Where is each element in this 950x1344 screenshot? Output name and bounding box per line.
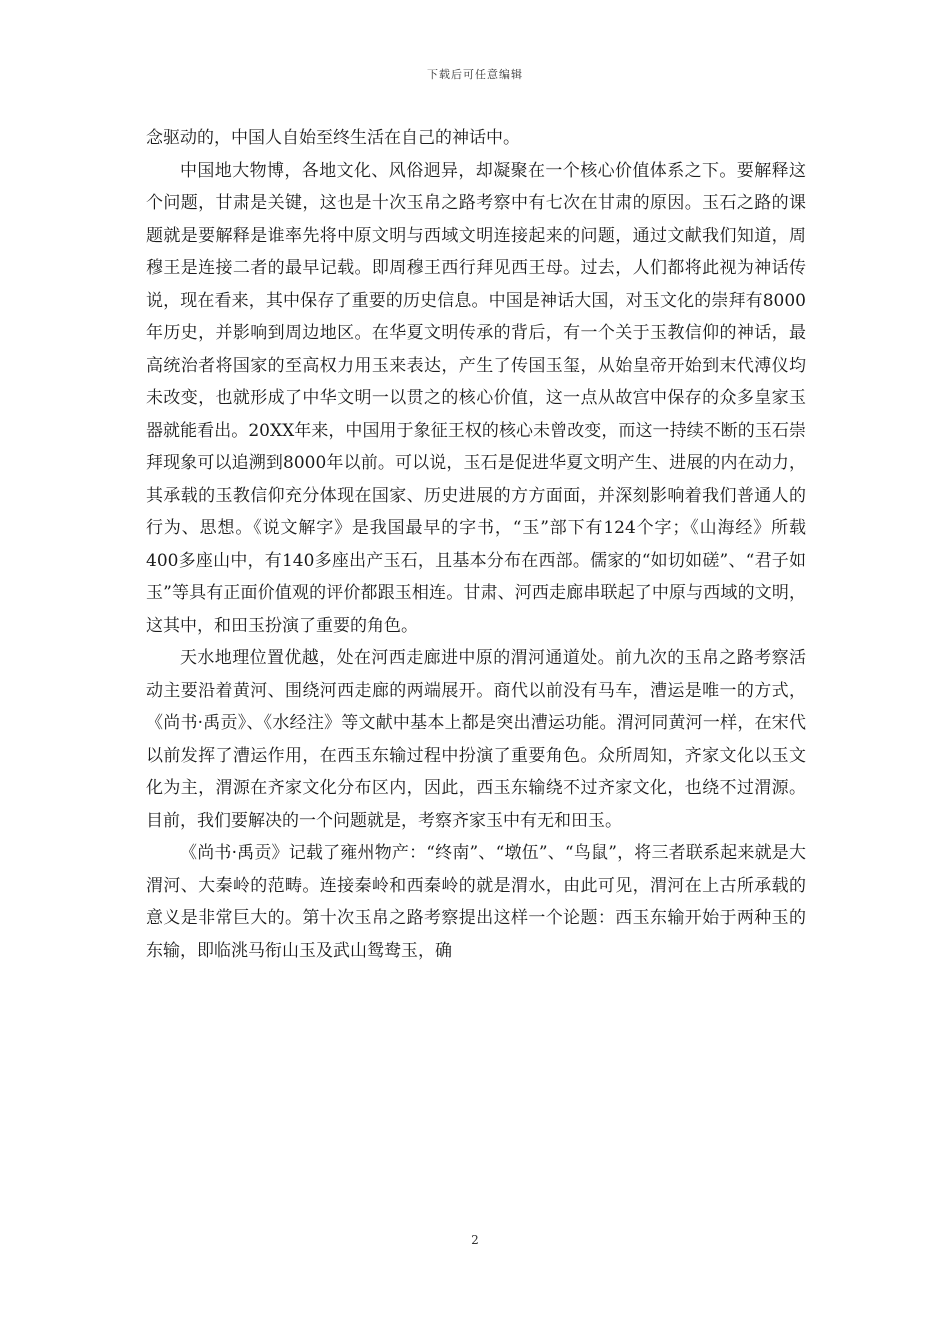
page-number: 2 (471, 1233, 479, 1247)
paragraph: 《尚书·禹贡》记载了雍州物产：“终南”、“墩伍”、“鸟鼠”，将三者联系起来就是大渭河、大秦岭的范畴。连接秦岭和西秦岭的就是渭水，由此可见，渭河在上古所承载的意义是非常巨大的。第十次玉帛之路考察提出这样一个论题：西玉东输开始于两种玉的东输，即临洮马衔山玉及武山鸳鸯玉，确 (146, 843, 806, 961)
paragraph: 天水地理位置优越，处在河西走廊进中原的渭河通道处。前九次的玉帛之路考察活动主要沿着黄河、围绕河西走廊的两端展开。商代以前没有马车，漕运是唯一的方式，《尚书·禹贡》、《水经注》等文献中基本上都是突出漕运功能。渭河同黄河一样，在宋代以前发挥了漕运作用，在西玉东输过程中扮演了重要角色。众所周知，齐家文化以玉文化为主，渭源在齐家文化分布区内，因此，西玉东输绕不过齐家文化，也绕不过渭源。目前，我们要解决的一个问题就是，考察齐家玉中有无和田玉。 (146, 648, 806, 831)
paragraph-continuation: 念驱动的，中国人自始至终生活在自己的神话中。 (146, 128, 520, 148)
body-text (146, 122, 806, 967)
paragraph: 中国地大物博，各地文化、风俗迥异，却凝聚在一个核心价值体系之下。要解释这个问题，甘肃是关键，这也是十次玉帛之路考察中有七次在甘肃的原因。玉石之路的课题就是要解释是谁率先将中原文明与西域文明连接起来的问题，通过文献我们知道，周穆王是连接二者的最早记载。即周穆王西行拜见西王母。过去，人们都将此视为神话传说，现在看来，其中保存了重要的历史信息。中国是神话大国，对玉文化的崇拜有8000年历史，并影响到周边地区。在华夏文明传承的背后，有一个关于玉教信仰的神话，最高统治者将国家的至高权力用玉来表达，产生了传国玉玺，从始皇帝开始到末代溥仪均未改变，也就形成了中华文明一以贯之的核心价值，这一点从故宫中保存的众多皇家玉器就能看出。20XX年来，中国用于象征王权的核心未曾改变，而这一持续不断的玉石崇拜现象可以追溯到8000年以前。可以说，玉石是促进华夏文明产生、进展的内在动力，其承载的玉教信仰充分体现在国家、历史进展的方方面面，并深刻影响着我们普通人的行为、思想。《说文解字》是我国最早的字书，“玉”部下有124个字；《山海经》所载400多座山中，有140多座出产玉石，且基本分布在西部。儒家的“如切如磋”、“君子如玉”等具有正面价值观的评价都跟玉相连。甘肃、河西走廊串联起了中原与西域的文明，这其中，和田玉扮演了重要的角色。 (146, 160, 806, 636)
page-header: 下载后可任意编辑 (427, 68, 523, 81)
